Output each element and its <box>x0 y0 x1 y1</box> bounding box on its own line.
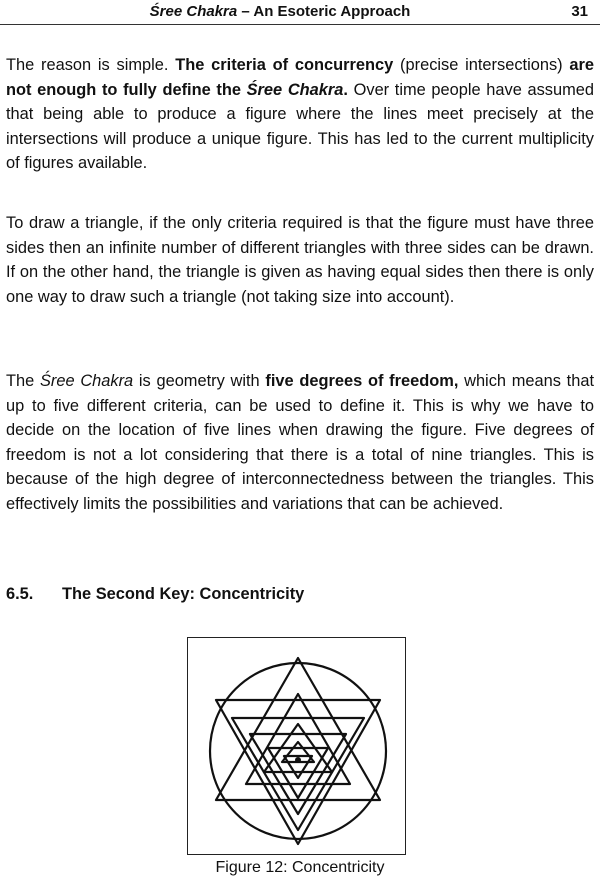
text-run: Over time people have assumed that being able to produce a figure where the lines meet precisely at the intersections will produce a unique figure. This has led to the current multiplicity of figures available. <box>6 80 595 172</box>
sree-chakra-diagram <box>188 638 407 856</box>
italic-bold-run: Śree Chakra <box>246 80 344 99</box>
figure-sree-chakra <box>187 637 406 855</box>
bold-text: are not enough to fully define the <box>6 56 594 99</box>
bindu <box>295 757 301 763</box>
section-number: 6.5. <box>6 585 34 603</box>
section-title: The Second Key: Concentricity <box>62 585 305 603</box>
running-header <box>0 0 600 25</box>
text-run: (precise intersections) <box>393 56 570 74</box>
up-triangle-2 <box>246 694 350 784</box>
text-run: The reason is simple. <box>6 56 176 74</box>
bold-text: . <box>343 80 348 99</box>
text-run: The <box>6 372 40 390</box>
section-heading <box>6 585 304 604</box>
header-title-rest: – An Esoteric Approach <box>237 3 411 20</box>
paragraph-triangle: To draw a triangle, if the only criteria required is that the figure must have three sides then an infinite number of different triangles with three sides can be drawn. If on the other hand, the triangle is given as having equal sides then there is only one way to draw such a triangle (not taking size into account). <box>6 214 594 306</box>
figure-caption: Figure 12: Concentricity <box>215 859 385 876</box>
header-title <box>0 3 560 20</box>
paragraph-reason <box>6 53 594 176</box>
italic-run: Śree Chakra <box>39 372 134 390</box>
text-run: which means that up to five different criteria, can be used to define it. This is why we have to decide on the location of five lines when drawing the figure. Five degrees of freedom is not a lot considering that there is a total of nine triangles. This is because of the high degree of interconnectedness between the triangles. This effectively limits the possibilities and variations that can be achieved. <box>6 372 594 513</box>
page-number: 31 <box>571 3 588 20</box>
text-run: is geometry with <box>133 372 266 390</box>
bold-run: The criteria of concurrency <box>175 56 394 74</box>
paragraph-freedom <box>6 369 594 516</box>
header-title-italic: Śree Chakra <box>149 3 238 20</box>
bold-run: five degrees of freedom, <box>265 372 459 390</box>
